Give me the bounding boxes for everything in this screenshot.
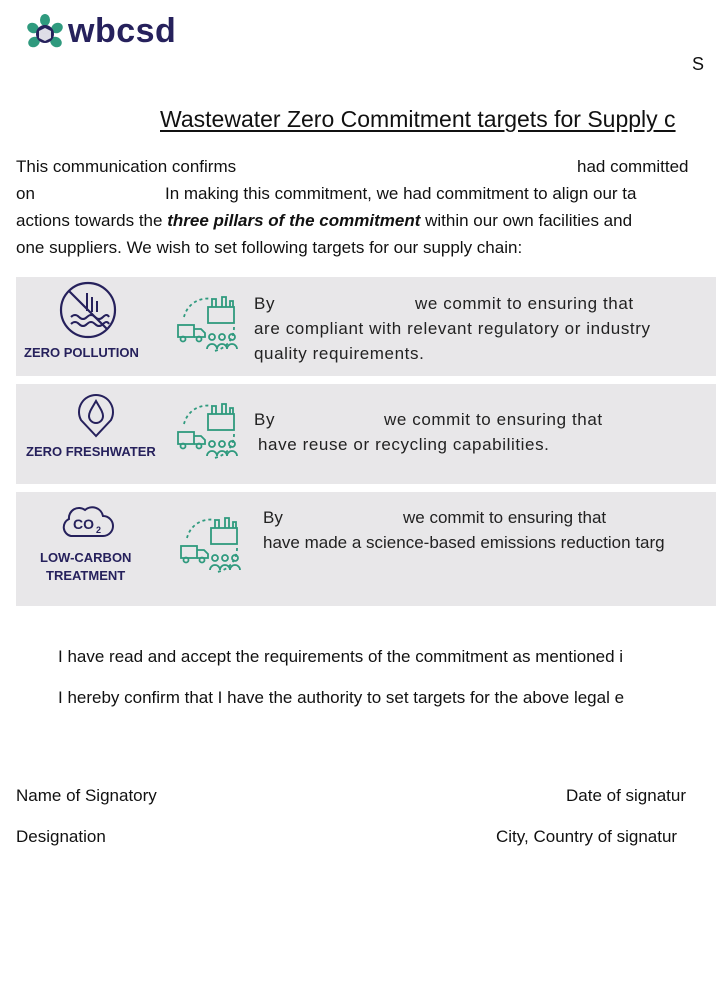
pillar-label-low-carbon: LOW-CARBON xyxy=(40,550,132,565)
svg-text:CO: CO xyxy=(73,516,94,532)
intro-line-1-right: had committed xyxy=(577,157,689,176)
intro-line-3-post: within our own facilities and xyxy=(420,211,633,230)
svg-text:2: 2 xyxy=(96,525,102,535)
pillar-panel-zero-pollution xyxy=(16,277,716,376)
pillar-1-commit: we commit to ensuring that xyxy=(415,294,634,313)
intro-emphasis: three pillars of the commitment xyxy=(167,211,421,230)
pillar-label-zero-freshwater: ZERO FRESHWATER xyxy=(26,444,156,459)
signatory-name-label: Name of Signatory xyxy=(16,786,157,805)
pillar-panel-zero-freshwater xyxy=(16,384,716,484)
intro-line-4: one suppliers. We wish to set following targets for our supply chain: xyxy=(16,238,523,257)
pillar-2-line-2: have reuse or recycling capabilities. xyxy=(258,435,550,454)
page-title: Wastewater Zero Commitment targets for Supply c xyxy=(160,106,676,132)
intro-line-1-left: This communication confirms xyxy=(16,157,237,176)
pillar-1-line-2: are compliant with relevant regulatory or industry xyxy=(254,319,651,338)
authority-statement: I hereby confirm that I have the authority to set targets for the above legal e xyxy=(58,688,625,707)
supply-chain-icon xyxy=(176,400,238,462)
pillar-label-zero-pollution: ZERO POLLUTION xyxy=(24,345,139,360)
designation-label: Designation xyxy=(16,827,106,846)
logo-text: wbcsd xyxy=(68,12,177,50)
pillar-2-commit: we commit to ensuring that xyxy=(384,410,603,429)
signature-date-label: Date of signatur xyxy=(566,786,687,805)
pillar-2-by: By xyxy=(254,410,276,429)
polluted-water-icon xyxy=(59,281,117,339)
water-drop-icon xyxy=(75,390,117,438)
pillar-1-line-3: quality requirements. xyxy=(254,344,425,363)
intro-line-2-left: on xyxy=(16,184,35,203)
signature-location-label: City, Country of signatur xyxy=(496,827,678,846)
co2-cloud-icon xyxy=(59,500,115,542)
pillar-label-treatment: TREATMENT xyxy=(46,568,126,583)
pillar-3-by: By xyxy=(263,508,283,527)
pillar-3-line-2: have made a science-based emissions reduction targ xyxy=(263,533,665,552)
pillar-panel-low-carbon-treatment xyxy=(16,492,716,606)
wbcsd-logo-icon xyxy=(26,14,64,54)
pillar-3-commit: we commit to ensuring that xyxy=(403,508,607,527)
accept-statement: I have read and accept the requirements of the commitment as mentioned i xyxy=(58,647,624,666)
pillar-1-by: By xyxy=(254,294,276,313)
supply-chain-icon xyxy=(176,293,238,355)
header-fragment: S xyxy=(692,54,705,74)
intro-line-3 xyxy=(16,211,632,231)
supply-chain-icon xyxy=(179,514,241,576)
intro-line-2-right: In making this commitment, we had commitment to align our ta xyxy=(165,184,637,203)
intro-line-3-pre: actions towards the xyxy=(16,211,168,230)
